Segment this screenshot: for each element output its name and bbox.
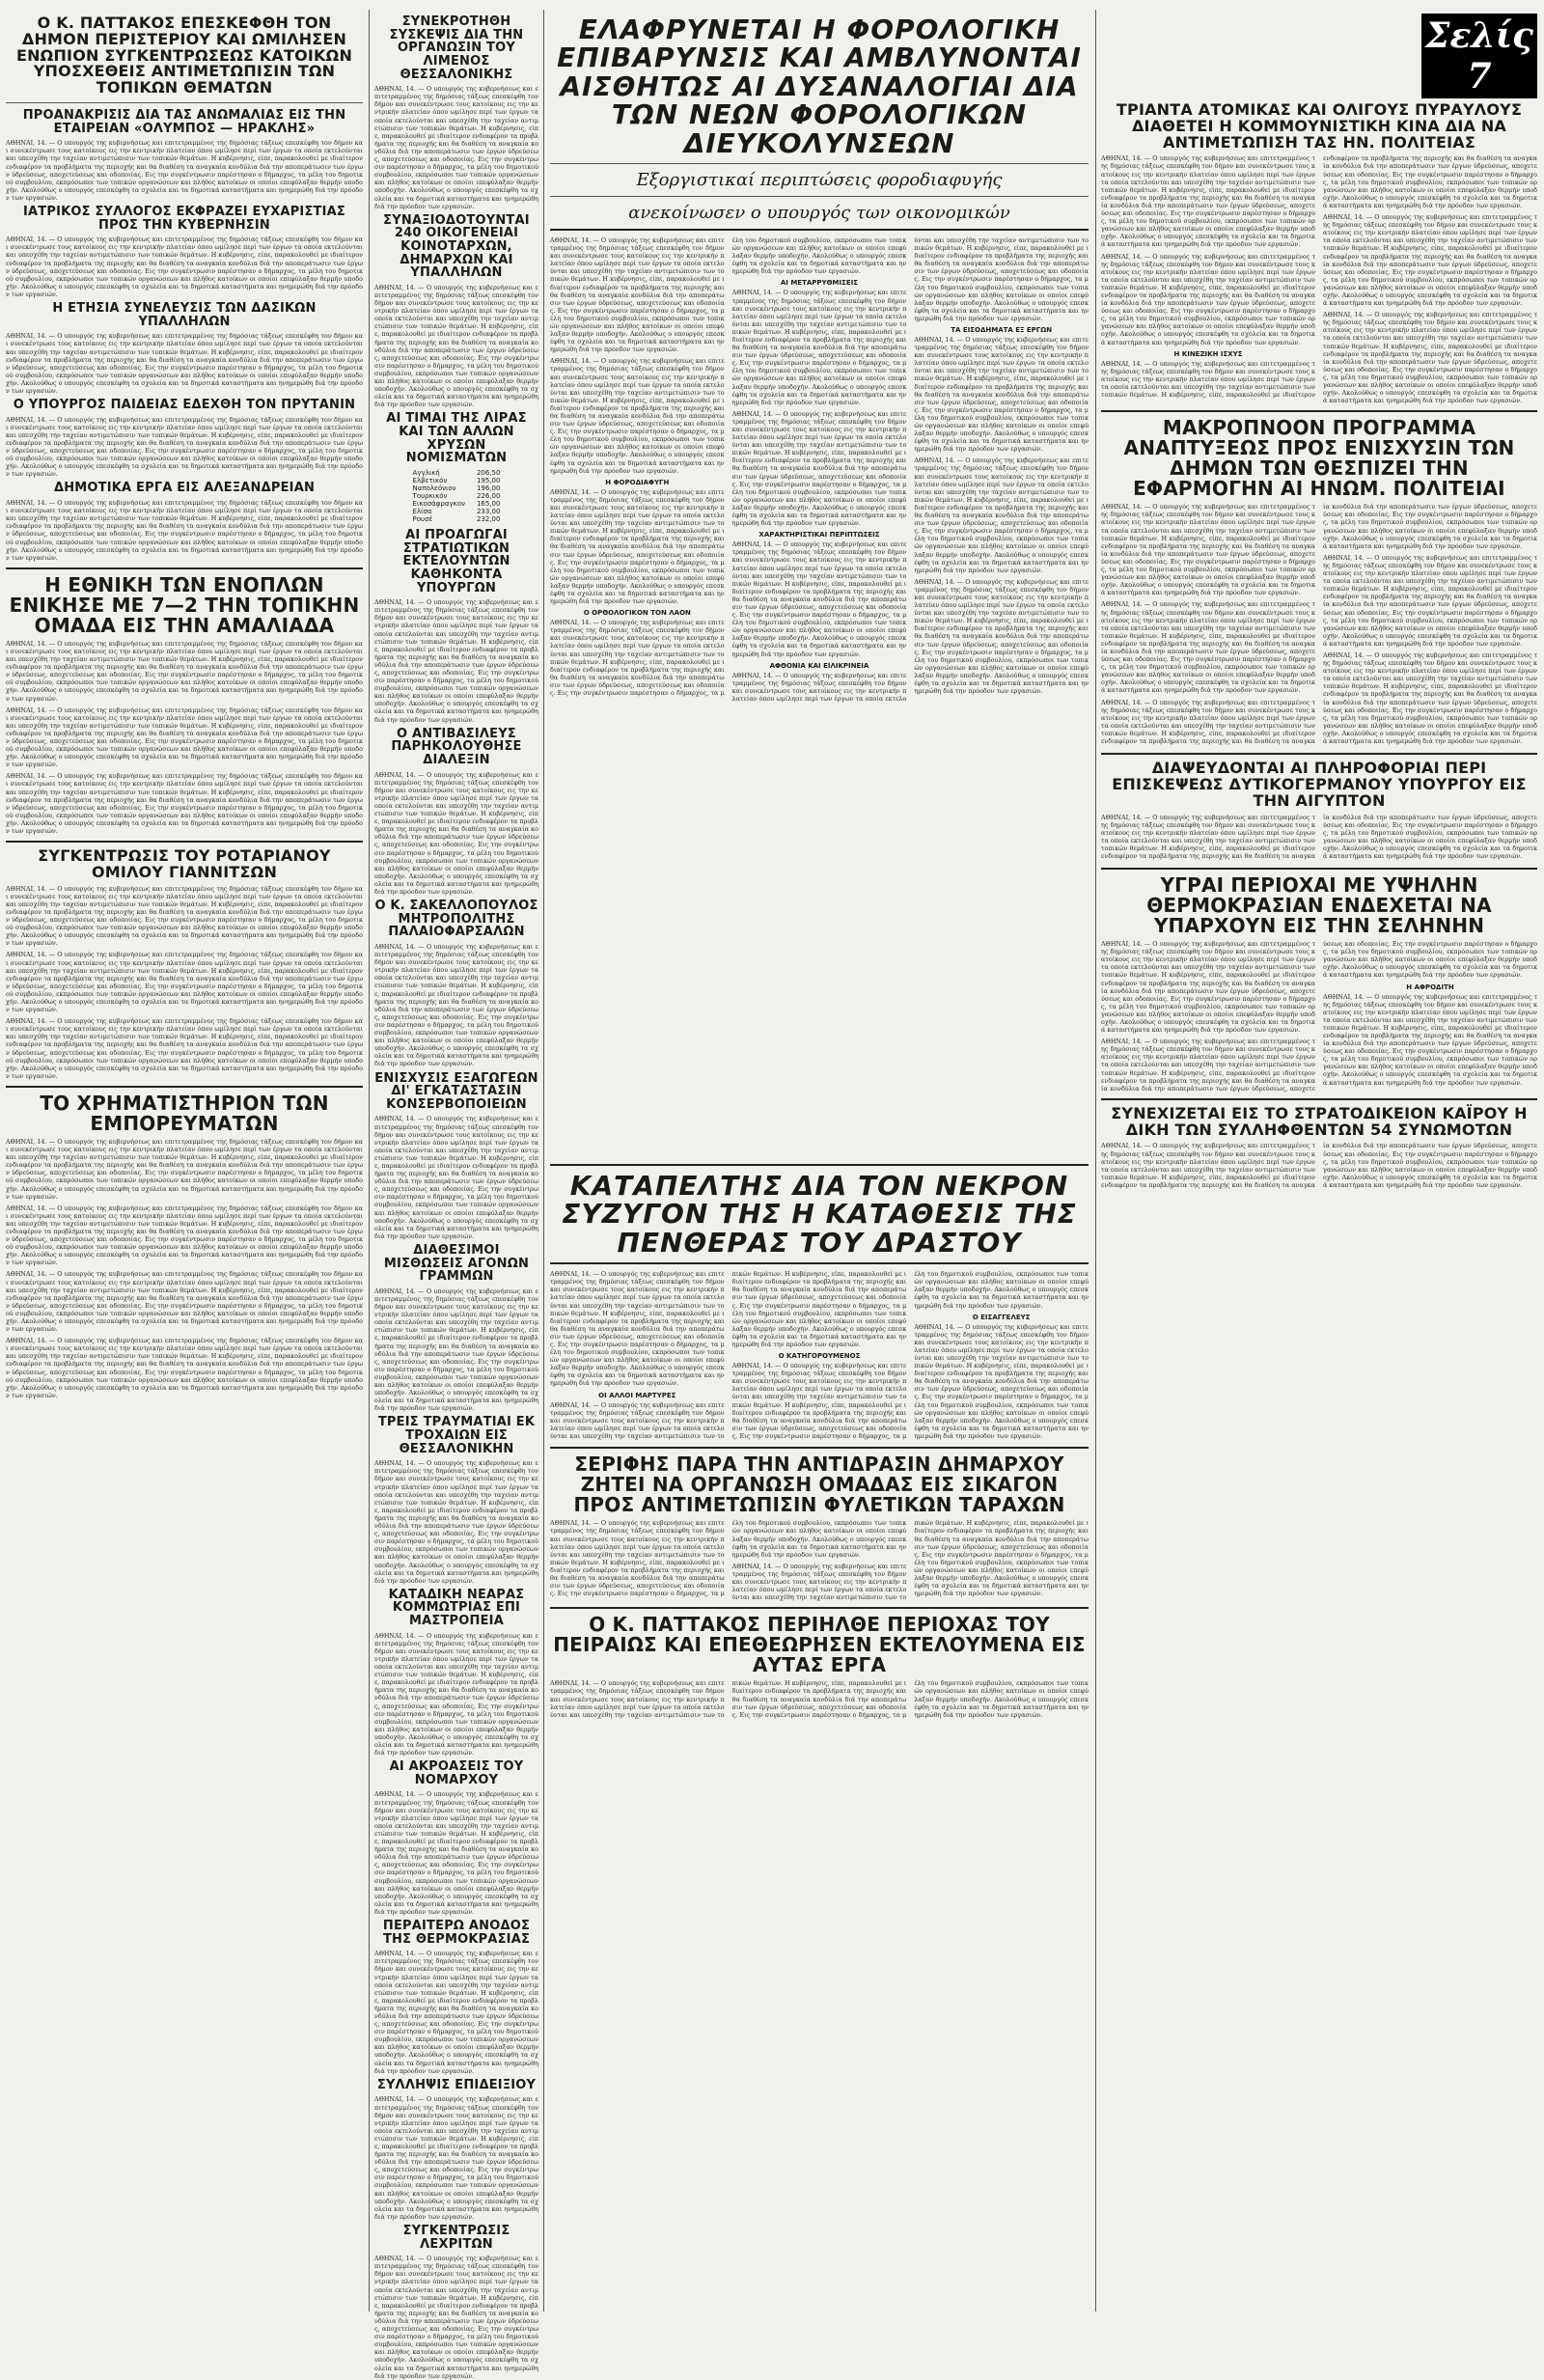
- price-name: Αγγλική: [412, 468, 440, 477]
- article-body: ΑΘΗΝΑΙ, 14. — Ο υπουργός της κυβερνήσεως και επιτετραμμένος της δημόσιας τάξεως επεσκέφθη τον δήμον και συνεκέντρωσε τους κατοίκους εις την κεντρικήν πλατείαν όπου ωμίλησε περί των έργων τα οποία εκτελούνται και υπεσχέθη την ταχείαν αντιμετώπισιν των τοπικών θεμάτων. Η κυβέρνησις, είπε, παρακολουθεί με ιδιαίτερον ενδιαφέρον τα προβλήματα της περιοχής και θα διαθέση τα αναγκαία κονδύλια διά την αποπεράτωσιν των έργων ύδρεύσεως, αποχετεύσεως και οδοποιίας. Εις την συγκέντρωσιν παρέστησαν ο δήμαρχος, τα μέλη του δημοτικού συμβουλίου, εκπρόσωποι των τοπικών οργανώσεων και πλήθος κατοίκων οι οποίοι επεφύλαξαν θερμήν υποδοχήν. Ακολούθως ο υπουργός επεσκέφθη τα σχολεία και τα δημοτικά καταστήματα και ηνημερώθη διά την πρόοδον των εργασιών.: [550, 1270, 907, 1440]
- price-name: Τουρκικόν: [412, 491, 448, 500]
- headline-paideia: Ο ΥΠΟΥΡΓΟΣ ΠΑΙΔΕΙΑΣ ΕΔΕΧΘΗ ΤΟΝ ΠΡΥΤΑΝΙΝ: [13, 398, 356, 413]
- article-body: ΑΘΗΝΑΙ, 14. — Ο υπουργός της κυβερνήσεως και επιτετραμμένος της δημόσιας τάξεως επεσκέφθη τον δήμον και συνεκέντρωσε τους κατοίκους εις την κεντρικήν πλατείαν όπου ωμίλησε περί των έργων τα οποία εκτελούνται και υπεσχέθη την ταχείαν αντιμετώπισιν των τοπικών θεμάτων. Η κυβέρνησις, είπε, παρακολουθεί με ιδιαίτερον ενδιαφέρον τα προβλήματα της περιοχής και θα διαθέση τα αναγκαία κονδύλια διά την αποπεράτωσιν των έργων ύδρεύσεως, αποχετεύσεως και οδοποιίας. Εις την συγκέντρωσιν παρέστησαν ο δήμαρχος, τα μέλη του δημοτικού συμβουλίου, εκπρόσωποι των τοπικών οργανώσεων και πλήθος κατοίκων οι οποίοι επεφύλαξαν θερμήν υποδοχήν. Ακολούθως ο υπουργός επεσκέφθη τα σχολεία και τα δημοτικά καταστήματα και ηνημερώθη διά την πρόοδον των εργασιών.: [6, 772, 363, 836]
- article-body: ΑΘΗΝΑΙ, 14. — Ο υπουργός της κυβερνήσεως και επιτετραμμένος της δημόσιας τάξεως επεσκέφθη τον δήμον και συνεκέντρωσε τους κατοίκους εις την κεντρικήν πλατείαν όπου ωμίλησε περί των έργων τα οποία εκτελούνται και υπεσχέθη την ταχείαν αντιμετώπισιν των τοπικών θεμάτων. Η κυβέρνησις, είπε, παρακολουθεί με ιδιαίτερον ενδιαφέρον τα προβλήματα της περιοχής και θα διαθέση τα αναγκαία κονδύλια διά την αποπεράτωσιν των έργων ύδρεύσεως, αποχετεύσεως και οδοποιίας. Εις την συγκέντρωσιν παρέστησαν ο δήμαρχος, τα μέλη του δημοτικού συμβουλίου, εκπρόσωποι των τοπικών οργανώσεων και πλήθος κατοίκων οι οποίοι επεφύλαξαν θερμήν υποδοχήν. Ακολούθως ο υπουργός επεσκέφθη τα σχολεία και τα δημοτικά καταστήματα και ηνημερώθη διά την πρόοδον των εργασιών.: [1323, 650, 1537, 746]
- headline-kairo: ΣΥΝΕΧΙΖΕΤΑΙ ΕΙΣ ΤΟ ΣΤΡΑΤΟΔΙΚΕΙΟΝ ΚΑΪΡΟΥ Η ΔΙΚΗ ΤΩΝ ΣΥΛΛΗΦΘΕΝΤΩΝ 54 ΣΥΝΩΜΟΤΩΝ: [1111, 1103, 1528, 1139]
- article-body: ΑΘΗΝΑΙ, 14. — Ο υπουργός της κυβερνήσεως και επιτετραμμένος της δημόσιας τάξεως επεσκέφθη τον δήμον και συνεκέντρωσε τους κατοίκους εις την κεντρικήν πλατείαν όπου ωμίλησε περί των έργων τα οποία εκτελούνται και υπεσχέθη την ταχείαν αντιμετώπισιν των τοπικών θεμάτων. Η κυβέρνησις, είπε, παρακολουθεί με ιδιαίτερον ενδιαφέρον τα προβλήματα της περιοχής και θα διαθέση τα αναγκαία κονδύλια διά την αποπεράτωσιν των έργων ύδρεύσεως, αποχετεύσεως και οδοποιίας. Εις την συγκέντρωσιν παρέστησαν ο δήμαρχος, τα μέλη του δημοτικού συμβουλίου, εκπρόσωποι των τοπικών οργανώσεων και πλήθος κατοίκων οι οποίοι επεφύλαξαν θερμήν υποδοχήν. Ακολούθως ο υπουργός επεσκέφθη τα σχολεία και τα δημοτικά καταστήματα και ηνημερώθη διά την πρόοδον των εργασιών.: [1323, 213, 1537, 308]
- price-row: [407, 484, 507, 492]
- article-body: ΑΘΗΝΑΙ, 14. — Ο υπουργός της κυβερνήσεως και επιτετραμμένος της δημόσιας τάξεως επεσκέφθη τον δήμον και συνεκέντρωσε τους κατοίκους εις την κεντρικήν πλατείαν όπου ωμίλησε περί των έργων τα οποία εκτελούνται και υπεσχέθη την ταχείαν αντιμετώπισιν των τοπικών θεμάτων. Η κυβέρνησις, είπε, παρακολουθεί με ιδιαίτερον ενδιαφέρον τα προβλήματα της περιοχής και θα διαθέση τα αναγκαία κονδύλια διά την αποπεράτωσιν των έργων ύδρεύσεως, αποχετεύσεως και οδοποιίας. Εις την συγκέντρωσιν παρέστησαν ο δήμαρχος, τα μέλη του δημοτικού συμβουλίου, εκπρόσωποι των τοπικών οργανώσεων και πλήθος κατοίκων οι οποίοι επεφύλαξαν θερμήν υποδοχήν. Ακολούθως ο υπουργός επεσκέφθη τα σχολεία και τα δημοτικά καταστήματα και ηνημερώθη διά την πρόοδον των εργασιών.: [6, 1137, 363, 1201]
- headline-programma-dimon: ΜΑΚΡΟΠΝΟΟΝ ΠΡΟΓΡΑΜΜΑ ΑΝΑΠΤΥΞΕΩΣ ΠΡΟΣ ΕΝΙΣΧΥΣΙΝ ΤΩΝ ΔΗΜΩΝ ΤΩΝ ΘΕΣΠΙΖΕΙ ΤΗΝ ΕΦΑΡΜΟΓΗΝ ΑΙ ΗΝΩΜ. ΠΟΛΙΤΕΙΑΙ: [1123, 416, 1515, 501]
- headline-kina: ΤΡΙΑΝΤΑ ΑΤΟΜΙΚΑΣ ΚΑΙ ΟΛΙΓΟΥΣ ΠΥΡΑΥΛΟΥΣ ΔΙΑΘΕΤΕΙ Η ΚΟΜΜΟΥΝΙΣΤΙΚΗ ΚΙΝΑ ΔΙΑ ΝΑ ΑΝΤΙΜΕΤΩΠΙΣΗ ΤΑΣ ΗΝ. ΠΟΛΙΤΕΙΑΣ: [1116, 100, 1523, 152]
- article-body: ΑΘΗΝΑΙ, 14. — Ο υπουργός της κυβερνήσεως και επιτετραμμένος της δημόσιας τάξεως επεσκέφθη τον δήμον και συνεκέντρωσε τους κατοίκους εις την κεντρικήν πλατείαν όπου ωμίλησε περί των έργων τα οποία εκτελούνται και υπεσχέθη την ταχείαν αντιμετώπισιν των τοπικών θεμάτων. Η κυβέρνησις, είπε, παρακολουθεί με ιδιαίτερον ενδιαφέρον τα προβλήματα της περιοχής και θα διαθέση τα αναγκαία κονδύλια διά την αποπεράτωσιν των έργων ύδρεύσεως, αποχετεύσεως και οδοποιίας. Εις την συγκέντρωσιν παρέστησαν ο δήμαρχος, τα μέλη του δημοτικού συμβουλίου, εκπρόσωποι των τοπικών οργανώσεων και πλήθος κατοίκων οι οποίοι επεφύλαξαν θερμήν υποδοχήν. Ακολούθως ο υπουργός επεσκέφθη τα σχολεία και τα δημοτικά καταστήματα και ηνημερώθη διά την πρόοδον των εργασιών.: [374, 2255, 538, 2380]
- headline-dasikoi: Η ΕΤΗΣΙΑ ΣΥΝΕΛΕΥΣΙΣ ΤΩΝ ΔΑΣΙΚΩΝ ΥΠΑΛΛΗΛΩΝ: [52, 301, 317, 329]
- price-name: Ναπολεόνιον: [412, 484, 456, 492]
- headline-antivasileus: Ο ΑΝΤΙΒΑΣΙΛΕΥΣ ΠΑΡΗΚΟΛΟΥΘΗΣΕ ΔΙΑΛΕΞΙΝ: [391, 726, 522, 767]
- article-body: ΑΘΗΝΑΙ, 14. — Ο υπουργός της κυβερνήσεως και επιτετραμμένος της δημόσιας τάξεως επεσκέφθη τον δήμον και συνεκέντρωσε τους κατοίκους εις την κεντρικήν πλατείαν όπου ωμίλησε περί των έργων τα οποία εκτελούνται και υπεσχέθη την ταχείαν αντιμετώπισιν των τοπικών θεμάτων. Η κυβέρνησις, είπε, παρακολουθεί με ιδιαίτερον ενδιαφέρον τα προβλήματα της περιοχής και θα διαθέση τα αναγκαία κονδύλια διά την αποπεράτωσιν των έργων ύδρεύσεως, αποχετεύσεως και οδοποιίας. Εις την συγκέντρωσιν παρέστησαν ο δήμαρχος, τα μέλη του δημοτικού συμβουλίου, εκπρόσωποι των τοπικών οργανώσεων και πλήθος κατοίκων οι οποίοι επεφύλαξαν θερμήν υποδοχήν. Ακολούθως ο υπουργός επεσκέφθη τα σχολεία και τα δημοτικά καταστήματα και ηνημερώθη διά την πρόοδον των εργασιών.: [550, 235, 907, 698]
- center-lower: [550, 1158, 1089, 2311]
- article-body: ΑΘΗΝΑΙ, 14. — Ο υπουργός της κυβερνήσεως και επιτετραμμένος της δημόσιας τάξεως επεσκέφθη τον δήμον και συνεκέντρωσε τους κατοίκους εις την κεντρικήν πλατείαν όπου ωμίλησε περί των έργων τα οποία εκτελούνται και υπεσχέθη την ταχείαν αντιμετώπισιν των τοπικών θεμάτων. Η κυβέρνησις, είπε, παρακολουθεί με ιδιαίτερον ενδιαφέρον τα προβλήματα της περιοχής και θα διαθέση τα αναγκαία κονδύλια διά την αποπεράτωσιν των έργων ύδρεύσεως, αποχετεύσεως και οδοποιίας. Εις την συγκέντρωσιν παρέστησαν ο δήμαρχος, τα μέλη του δημοτικού συμβουλίου, εκπρόσωποι των τοπικών οργανώσεων και πλήθος κατοίκων οι οποίοι επεφύλαξαν θερμήν υποδοχήν. Ακολούθως ο υπουργός επεσκέφθη τα σχολεία και τα δημοτικά καταστήματα και ηνημερώθη διά την πρόοδον των εργασιών.: [914, 457, 1089, 574]
- price-value: 165,00: [476, 499, 501, 508]
- article-body: ΑΘΗΝΑΙ, 14. — Ο υπουργός της κυβερνήσεως και επιτετραμμένος της δημόσιας τάξεως επεσκέφθη τον δήμον και συνεκέντρωσε τους κατοίκους εις την κεντρικήν πλατείαν όπου ωμίλησε περί των έργων τα οποία εκτελούνται και υπεσχέθη την ταχείαν αντιμετώπισιν των τοπικών θεμάτων. Η κυβέρνησις, είπε, παρακολουθεί με ιδιαίτερον ενδιαφέρον τα προβλήματα της περιοχής και θα διαθέση τα αναγκαία κονδύλια διά την αποπεράτωσιν των έργων ύδρεύσεως, αποχετεύσεως και οδοποιίας. Εις την συγκέντρωσιν παρέστησαν ο δήμαρχος, τα μέλη του δημοτικού συμβουλίου, εκπρόσωποι των τοπικών οργανώσεων και πλήθος κατοίκων οι οποίοι επεφύλαξαν θερμήν υποδοχήν. Ακολούθως ο υπουργός επεσκέφθη τα σχολεία και τα δημοτικά καταστήματα και ηνημερώθη διά την πρόοδον των εργασιών.: [550, 487, 725, 606]
- article-body: ΑΘΗΝΑΙ, 14. — Ο υπουργός της κυβερνήσεως και επιτετραμμένος της δημόσιας τάξεως επεσκέφθη τον δήμον και συνεκέντρωσε τους κατοίκους εις την κεντρικήν πλατείαν όπου ωμίλησε περί των έργων τα οποία εκτελούνται και υπεσχέθη την ταχείαν αντιμετώπισιν των τοπικών θεμάτων. Η κυβέρνησις, είπε, παρακολουθεί με ιδιαίτερον ενδιαφέρον τα προβλήματα της περιοχής και θα διαθέση τα αναγκαία κονδύλια διά την αποπεράτωσιν των έργων ύδρεύσεως, αποχετεύσεως και οδοποιίας. Εις την συγκέντρωσιν παρέστησαν ο δήμαρχος, τα μέλη του δημοτικού συμβουλίου, εκπρόσωποι των τοπικών οργανώσεων και πλήθος κατοίκων οι οποίοι επεφύλαξαν θερμήν υποδοχήν. Ακολούθως ο υπουργός επεσκέφθη τα σχολεία και τα δημοτικά καταστήματα και ηνημερώθη διά την πρόοδον των εργασιών.: [731, 409, 907, 528]
- article-body: ΑΘΗΝΑΙ, 14. — Ο υπουργός της κυβερνήσεως και επιτετραμμένος της δημόσιας τάξεως επεσκέφθη τον δήμον και συνεκέντρωσε τους κατοίκους εις την κεντρικήν πλατείαν όπου ωμίλησε περί των έργων τα οποία εκτελούνται και υπεσχέθη την ταχείαν αντιμετώπισιν των τοπικών θεμάτων. Η κυβέρνησις, είπε, παρακολουθεί με ιδιαίτερον ενδιαφέρον τα προβλήματα της περιοχής και θα διαθέση τα αναγκαία κονδύλια διά την αποπεράτωσιν των έργων ύδρεύσεως, αποχετεύσεως και οδοποιίας. Εις την συγκέντρωσιν παρέστησαν ο δήμαρχος, τα μέλη του δημοτικού συμβουλίου, εκπρόσωποι των τοπικών οργανώσεων και πλήθος κατοίκων οι οποίοι επεφύλαξαν θερμήν υποδοχήν. Ακολούθως ο υπουργός επεσκέφθη τα σχολεία και τα δημοτικά καταστήματα και ηνημερώθη διά την πρόοδον των εργασιών.: [6, 415, 363, 479]
- article-body: ΑΘΗΝΑΙ, 14. — Ο υπουργός της κυβερνήσεως και επιτετραμμένος της δημόσιας τάξεως επεσκέφθη τον δήμον και συνεκέντρωσε τους κατοίκους εις την κεντρικήν πλατείαν όπου ωμίλησε περί των έργων τα οποία εκτελούνται και υπεσχέθη την ταχείαν αντιμετώπισιν των τοπικών θεμάτων. Η κυβέρνησις, είπε, παρακολουθεί με ιδιαίτερον ενδιαφέρον τα προβλήματα της περιοχής και θα διαθέση τα αναγκαία κονδύλια διά την αποπεράτωσιν των έργων ύδρεύσεως, αποχετεύσεως και οδοποιίας. Εις την συγκέντρωσιν παρέστησαν ο δήμαρχος, τα μέλη του δημοτικού συμβουλίου, εκπρόσωποι των τοπικών οργανώσεων και πλήθος κατοίκων οι οποίοι επεφύλαξαν θερμήν υποδοχήν. Ακολούθως ο υπουργός επεσκέφθη τα σχολεία και τα δημοτικά καταστήματα και ηνημερώθη διά την πρόοδον των εργασιών.: [6, 1337, 363, 1399]
- article-body: ΑΘΗΝΑΙ, 14. — Ο υπουργός της κυβερνήσεως και επιτετραμμένος της δημόσιας τάξεως επεσκέφθη τον δήμον και συνεκέντρωσε τους κατοίκους εις την κεντρικήν πλατείαν όπου ωμίλησε περί των έργων τα οποία εκτελούνται και υπεσχέθη την ταχείαν αντιμετώπισιν των τοπικών θεμάτων. Η κυβέρνησις, είπε, παρακολουθεί με ιδιαίτερον ενδιαφέρον τα προβλήματα της περιοχής και θα διαθέση τα αναγκαία κονδύλια διά την αποπεράτωσιν των έργων ύδρεύσεως, αποχετεύσεως και οδοποιίας. Εις την συγκέντρωσιν παρέστησαν ο δήμαρχος, τα μέλη του δημοτικού συμβουλίου, εκπρόσωποι των τοπικών οργανώσεων και πλήθος κατοίκων οι οποίοι επεφύλαξαν θερμήν υποδοχήν. Ακολούθως ο υπουργός επεσκέφθη τα σχολεία και τα δημοτικά καταστήματα και ηνημερώθη διά την πρόοδον των εργασιών.: [374, 943, 538, 1068]
- headline-serifis: ΣΕΡΙΦΗΣ ΠΑΡΑ ΤΗΝ ΑΝΤΙΔΡΑΣΙΝ ΔΗΜΑΡΧΟΥ ΖΗΤΕΙ ΝΑ ΟΡΓΑΝΩΣΗ ΟΜΑΔΑΣ ΕΙΣ ΣΙΚΑΓΟΝ ΠΡΟΣ ΑΝΤΙΜΕΤΩΠΙΣΙΝ ΦΥΛΕΤΙΚΩΝ ΤΑΡΑΧΩΝ: [573, 1453, 1065, 1517]
- article-body: ΑΘΗΝΑΙ, 14. — Ο υπουργός της κυβερνήσεως και επιτετραμμένος της δημόσιας τάξεως επεσκέφθη τον δήμον και συνεκέντρωσε τους κατοίκους εις την κεντρικήν πλατείαν όπου ωμίλησε περί των έργων τα οποία εκτελούνται και υπεσχέθη την ταχείαν αντιμετώπισιν των τοπικών θεμάτων. Η κυβέρνησις, είπε, παρακολουθεί με ιδιαίτερον ενδιαφέρον τα προβλήματα της περιοχής και θα διαθέση τα αναγκαία κονδύλια διά την αποπεράτωσιν των έργων ύδρεύσεως, αποχετεύσεως και οδοποιίας. Εις την συγκέντρωσιν παρέστησαν ο δήμαρχος, τα μέλη του δημοτικού συμβουλίου, εκπρόσωποι των τοπικών οργανώσεων και πλήθος κατοίκων οι οποίοι επεφύλαξαν θερμήν υποδοχήν. Ακολούθως ο υπουργός επεσκέφθη τα σχολεία και τα δημοτικά καταστήματα και ηνημερώθη διά την πρόοδον των εργασιών.: [1101, 600, 1315, 695]
- article-body: ΑΘΗΝΑΙ, 14. — Ο υπουργός της κυβερνήσεως και επιτετραμμένος της δημόσιας τάξεως επεσκέφθη τον δήμον και συνεκέντρωσε τους κατοίκους εις την κεντρικήν πλατείαν όπου ωμίλησε περί των έργων τα οποία εκτελούνται και υπεσχέθη την ταχείαν αντιμετώπισιν των τοπικών θεμάτων. Η κυβέρνησις, είπε, παρακολουθεί με ιδιαίτερον ενδιαφέρον τα προβλήματα της περιοχής και θα διαθέση τα αναγκαία κονδύλια διά την αποπεράτωσιν των έργων ύδρεύσεως, αποχετεύσεως και οδοποιίας. Εις την συγκέντρωσιν παρέστησαν ο δήμαρχος, τα μέλη του δημοτικού συμβουλίου, εκπρόσωποι των τοπικών οργανώσεων και πλήθος κατοίκων οι οποίοι επεφύλαξαν θερμήν υποδοχήν. Ακολούθως ο υπουργός επεσκέφθη τα σχολεία και τα δημοτικά καταστήματα και ηνημερώθη διά την πρόοδον των εργασιών.: [550, 1519, 907, 1598]
- headline-proanakrisis: ΠΡΟΑΝΑΚΡΙΣΙΣ ΔΙΑ ΤΑΣ ΑΝΩΜΑΛΙΑΣ ΕΙΣ ΤΗΝ ΕΤΑΙΡΕΙΑΝ «ΟΛΥΜΠΟΣ — ΗΡΑΚΛΗΣ»: [22, 107, 346, 136]
- section-kineziki-isxys: Η ΚΙΝΕΖΙΚΗ ΙΣΧΥΣ: [1173, 349, 1243, 358]
- lead-subhead-2: ανεκοίνωσεν ο υπουργός των οικονομικών: [628, 202, 1010, 223]
- headline-timai-liras: ΑΙ ΤΙΜΑΙ ΤΗΣ ΛΙΡΑΣ ΚΑΙ ΤΩΝ ΑΛΛΩΝ ΧΡΥΣΩΝ ΝΟΜΙΣΜΑΤΩΝ: [386, 411, 527, 466]
- headline-katapeltis: ΚΑΤΑΠΕΛΤΗΣ ΔΙΑ ΤΟΝ ΝΕΚΡΟΝ ΣΥΖΥΓΟΝ ΤΗΣ Η ΚΑΤΑΘΕΣΙΣ ΤΗΣ ΠΕΝΘΕΡΑΣ ΤΟΥ ΔΡΑΣΤΟΥ: [562, 1170, 1077, 1259]
- lead-subhead-1: Εξοργιστικαί περιπτώσεις φοροδιαφυγής: [636, 169, 1003, 190]
- article-body: ΑΘΗΝΑΙ, 14. — Ο υπουργός της κυβερνήσεως και επιτετραμμένος της δημόσιας τάξεως επεσκέφθη τον δήμον και συνεκέντρωσε τους κατοίκους εις την κεντρικήν πλατείαν όπου ωμίλησε περί των έργων τα οποία εκτελούνται και υπεσχέθη την ταχείαν αντιμετώπισιν των τοπικών θεμάτων. Η κυβέρνησις, είπε, παρακολουθεί με ιδιαίτερον ενδιαφέρον τα προβλήματα της περιοχής και θα διαθέση τα αναγκαία κονδύλια διά την αποπεράτωσιν των έργων ύδρεύσεως, αποχετεύσεως και οδοποιίας. Εις την συγκέντρωσιν παρέστησαν ο δήμαρχος, τα μέλη του δημοτικού συμβουλίου, εκπρόσωποι των τοπικών οργανώσεων και πλήθος κατοίκων οι οποίοι επεφύλαξαν θερμήν υποδοχήν. Ακολούθως ο υπουργός επεσκέφθη τα σχολεία και τα δημοτικά καταστήματα και ηνημερώθη διά την πρόοδον των εργασιών.: [1101, 940, 1315, 1035]
- article-body: ΑΘΗΝΑΙ, 14. — Ο υπουργός της κυβερνήσεως και επιτετραμμένος της δημόσιας τάξεως επεσκέφθη τον δήμον και συνεκέντρωσε τους κατοίκους εις την κεντρικήν πλατείαν όπου ωμίλησε περί των έργων τα οποία εκτελούνται και υπεσχέθη την ταχείαν αντιμετώπισιν των τοπικών θεμάτων. Η κυβέρνησις, είπε, παρακολουθεί με ιδιαίτερον ενδιαφέρον τα προβλήματα της περιοχής και θα διαθέση τα αναγκαία κονδύλια διά την αποπεράτωσιν των έργων ύδρεύσεως, αποχετεύσεως και οδοποιίας. Εις την συγκέντρωσιν παρέστησαν ο δήμαρχος, τα μέλη του δημοτικού συμβουλίου, εκπρόσωποι των τοπικών οργανώσεων και πλήθος κατοίκων οι οποίοι επεφύλαξαν θερμήν υποδοχήν. Ακολούθως ο υπουργός επεσκέφθη τα σχολεία και τα δημοτικά καταστήματα και ηνημερώθη διά την πρόοδον των εργασιών.: [6, 1270, 363, 1334]
- article-body: ΑΘΗΝΑΙ, 14. — Ο υπουργός της κυβερνήσεως και επιτετραμμένος της δημόσιας τάξεως επεσκέφθη τον δήμον και συνεκέντρωσε τους κατοίκους εις την κεντρικήν πλατείαν όπου ωμίλησε περί των έργων τα οποία εκτελούνται και υπεσχέθη την ταχείαν αντιμετώπισιν των τοπικών θεμάτων. Η κυβέρνησις, είπε, παρακολουθεί με ιδιαίτερον ενδιαφέρον τα προβλήματα της περιοχής και θα διαθέση τα αναγκαία κονδύλια διά την αποπεράτωσιν των έργων ύδρεύσεως, αποχετεύσεως και οδοποιίας. Εις την συγκέντρωσιν παρέστησαν ο δήμαρχος, τα μέλη του δημοτικού συμβουλίου, εκπρόσωποι των τοπικών οργανώσεων και πλήθος κατοίκων οι οποίοι επεφύλαξαν θερμήν υποδοχήν. Ακολούθως ο υπουργός επεσκέφθη τα σχολεία και τα δημοτικά καταστήματα και ηνημερώθη διά την πρόοδον των εργασιών.: [914, 1322, 1089, 1440]
- column-rule: [1095, 10, 1096, 2311]
- article-body: ΑΘΗΝΑΙ, 14. — Ο υπουργός της κυβερνήσεως και επιτετραμμένος της δημόσιας τάξεως επεσκέφθη τον δήμον και συνεκέντρωσε τους κατοίκους εις την κεντρικήν πλατείαν όπου ωμίλησε περί των έργων τα οποία εκτελούνται και υπεσχέθη την ταχείαν αντιμετώπισιν των τοπικών θεμάτων. Η κυβέρνησις, είπε, παρακολουθεί με ιδιαίτερον ενδιαφέρον τα προβλήματα της περιοχής και θα διαθέση τα αναγκαία κονδύλια διά την αποπεράτωσιν των έργων ύδρεύσεως, αποχετεύσεως και οδοποιίας. Εις την συγκέντρωσιν παρέστησαν ο δήμαρχος, τα μέλη του δημοτικού συμβουλίου, εκπρόσωποι των τοπικών οργανώσεων και πλήθος κατοίκων οι οποίοι επεφύλαξαν θερμήν υποδοχήν. Ακολούθως ο υπουργός επεσκέφθη τα σχολεία και τα δημοτικά καταστήματα και ηνημερώθη διά την πρόοδον των εργασιών.: [1101, 154, 1315, 249]
- article-body: ΑΘΗΝΑΙ, 14. — Ο υπουργός της κυβερνήσεως και επιτετραμμένος της δημόσιας τάξεως επεσκέφθη τον δήμον και συνεκέντρωσε τους κατοίκους εις την κεντρικήν πλατείαν όπου ωμίλησε περί των έργων τα οποία εκτελούνται και υπεσχέθη την ταχείαν αντιμετώπισιν των τοπικών θεμάτων. Η κυβέρνησις, είπε, παρακολουθεί με ιδιαίτερον ενδιαφέρον τα προβλήματα της περιοχής και θα διαθέση τα αναγκαία κονδύλια διά την αποπεράτωσιν των έργων ύδρεύσεως, αποχετεύσεως και οδοποιίας. Εις την συγκέντρωσιν παρέστησαν ο δήμαρχος, τα μέλη του δημοτικού συμβουλίου, εκπρόσωποι των τοπικών οργανώσεων και πλήθος κατοίκων οι οποίοι επεφύλαξαν θερμήν υποδοχήν. Ακολούθως ο υπουργός επεσκέφθη τα σχολεία και τα δημοτικά καταστήματα και ηνημερώθη διά την πρόοδον των εργασιών.: [731, 1519, 1089, 1602]
- headline-ethniki-enoplon: Η ΕΘΝΙΚΗ ΤΩΝ ΕΝΟΠΛΩΝ ΕΝΙΚΗΣΕ ΜΕ 7—2 ΤΗΝ ΤΟΠΙΚΗΝ ΟΜΑΔΑ ΕΙΣ ΤΗΝ ΑΜΑΛΙΑΔΑ: [9, 572, 360, 637]
- article-body: ΑΘΗΝΑΙ, 14. — Ο υπουργός της κυβερνήσεως και επιτετραμμένος της δημόσιας τάξεως επεσκέφθη τον δήμον και συνεκέντρωσε τους κατοίκους εις την κεντρικήν πλατείαν όπου ωμίλησε περί των έργων τα οποία εκτελούνται και υπεσχέθη την ταχείαν αντιμετώπισιν των τοπικών θεμάτων. Η κυβέρνησις, είπε, παρακολουθεί με ιδιαίτερον ενδιαφέρον τα προβλήματα της περιοχής και θα διαθέση τα αναγκαία κονδύλια διά την αποπεράτωσιν των έργων ύδρεύσεως, αποχετεύσεως και οδοποιίας. Εις την συγκέντρωσιν παρέστησαν ο δήμαρχος, τα μέλη του δημοτικού συμβουλίου, εκπρόσωποι των τοπικών οργανώσεων και πλήθος κατοίκων οι οποίοι επεφύλαξαν θερμήν υποδοχήν. Ακολούθως ο υπουργός επεσκέφθη τα σχολεία και τα δημοτικά καταστήματα και ηνημερώθη διά την πρόοδον των εργασιών.: [6, 1017, 363, 1080]
- article-body: ΑΘΗΝΑΙ, 14. — Ο υπουργός της κυβερνήσεως και επιτετραμμένος της δημόσιας τάξεως επεσκέφθη τον δήμον και συνεκέντρωσε τους κατοίκους εις την κεντρικήν πλατείαν όπου ωμίλησε περί των έργων τα οποία εκτελούνται και υπεσχέθη την ταχείαν αντιμετώπισιν των τοπικών θεμάτων. Η κυβέρνησις, είπε, παρακολουθεί με ιδιαίτερον ενδιαφέρον τα προβλήματα της περιοχής και θα διαθέση τα αναγκαία κονδύλια διά την αποπεράτωσιν των έργων ύδρεύσεως, αποχετεύσεως και οδοποιίας. Εις την συγκέντρωσιν παρέστησαν ο δήμαρχος, τα μέλη του δημοτικού συμβουλίου, εκπρόσωποι των τοπικών οργανώσεων και πλήθος κατοίκων οι οποίοι επεφύλαξαν θερμήν υποδοχήν. Ακολούθως ο υπουργός επεσκέφθη τα σχολεία και τα δημοτικά καταστήματα και ηνημερώθη διά την πρόοδον των εργασιών.: [1323, 553, 1537, 648]
- column-left: [6, 12, 363, 2313]
- article-body: ΑΘΗΝΑΙ, 14. — Ο υπουργός της κυβερνήσεως και επιτετραμμένος της δημόσιας τάξεως επεσκέφθη τον δήμον και συνεκέντρωσε τους κατοίκους εις την κεντρικήν πλατείαν όπου ωμίλησε περί των έργων τα οποία εκτελούνται και υπεσχέθη την ταχείαν αντιμετώπισιν των τοπικών θεμάτων. Η κυβέρνησις, είπε, παρακολουθεί με ιδιαίτερον ενδιαφέρον τα προβλήματα της περιοχής και θα διαθέση τα αναγκαία κονδύλια διά την αποπεράτωσιν των έργων ύδρεύσεως, αποχετεύσεως και οδοποιίας. Εις την συγκέντρωσιν παρέστησαν ο δήμαρχος, τα μέλη του δημοτικού συμβουλίου, εκπρόσωποι των τοπικών οργανώσεων και πλήθος κατοίκων οι οποίοι επεφύλαξαν θερμήν υποδοχήν. Ακολούθως ο υπουργός επεσκέφθη τα σχολεία και τα δημοτικά καταστήματα και ηνημερώθη διά την πρόοδον των εργασιών.: [1101, 503, 1537, 746]
- section-afroditi: Η ΑΦΡΟΔΙΤΗ: [1406, 982, 1454, 991]
- price-row: [407, 492, 507, 500]
- headline-katadiki: ΚΑΤΑΔΙΚΗ ΝΕΑΡΑΣ ΚΟΜΜΩΤΡΙΑΣ ΕΠΙ ΜΑΣΤΡΟΠΕΙΑ: [388, 1587, 525, 1629]
- price-name: Εικοσάφραγκον: [412, 499, 465, 508]
- price-row: [407, 477, 507, 484]
- article-body: ΑΘΗΝΑΙ, 14. — Ο υπουργός της κυβερνήσεως και επιτετραμμένος της δημόσιας τάξεως επεσκέφθη τον δήμον και συνεκέντρωσε τους κατοίκους εις την κεντρικήν πλατείαν όπου ωμίλησε περί των έργων τα οποία εκτελούνται και υπεσχέθη την ταχείαν αντιμετώπισιν των τοπικών θεμάτων. Η κυβέρνησις, είπε, παρακολουθεί με ιδιαίτερον ενδιαφέρον τα προβλήματα της περιοχής και θα διαθέση τα αναγκαία κονδύλια διά την αποπεράτωσιν των έργων ύδρεύσεως, αποχετεύσεως και οδοποιίας. Εις την συγκέντρωσιν παρέστησαν ο δήμαρχος, τα μέλη του δημοτικού συμβουλίου, εκπρόσωποι των τοπικών οργανώσεων και πλήθος κατοίκων οι οποίοι επεφύλαξαν θερμήν υποδοχήν. Ακολούθως ο υπουργός επεσκέφθη τα σχολεία και τα δημοτικά καταστήματα και ηνημερώθη διά την πρόοδον των εργασιών.: [6, 332, 363, 395]
- headline-rotarianos: ΣΥΓΚΕΝΤΡΩΣΙΣ ΤΟΥ ΡΟΤΑΡΙΑΝΟΥ ΟΜΙΛΟΥ ΓΙΑΝΝΙΤΣΩΝ: [38, 846, 331, 881]
- article-body: ΑΘΗΝΑΙ, 14. — Ο υπουργός της κυβερνήσεως και επιτετραμμένος της δημόσιας τάξεως επεσκέφθη τον δήμον και συνεκέντρωσε τους κατοίκους εις την κεντρικήν πλατείαν όπου ωμίλησε περί των έργων τα οποία εκτελούνται και υπεσχέθη την ταχείαν αντιμετώπισιν των τοπικών θεμάτων. Η κυβέρνησις, είπε, παρακολουθεί με ιδιαίτερον ενδιαφέρον τα προβλήματα της περιοχής και θα διαθέση τα αναγκαία κονδύλια διά την αποπεράτωσιν των έργων ύδρεύσεως, αποχετεύσεως και οδοποιίας. Εις την συγκέντρωσιν παρέστησαν ο δήμαρχος, τα μέλη του δημοτικού συμβουλίου, εκπρόσωποι των τοπικών οργανώσεων και πλήθος κατοίκων οι οποίοι επεφύλαξαν θερμήν υποδοχήν. Ακολούθως ο υπουργός επεσκέφθη τα σχολεία και τα δημοτικά καταστήματα και ηνημερώθη διά την πρόοδον των εργασιών.: [1101, 252, 1315, 346]
- section-martyres: ΟΙ ΑΛΛΟΙ ΜΑΡΤΥΡΕΣ: [598, 1391, 676, 1399]
- article-body: ΑΘΗΝΑΙ, 14. — Ο υπουργός της κυβερνήσεως και επιτετραμμένος της δημόσιας τάξεως επεσκέφθη τον δήμον και συνεκέντρωσε τους κατοίκους εις την κεντρικήν πλατείαν όπου ωμίλησε περί των έργων τα οποία εκτελούνται και υπεσχέθη την ταχείαν αντιμετώπισιν των τοπικών θεμάτων. Η κυβέρνησις, είπε, παρακολουθεί με ιδιαίτερον ενδιαφέρον τα προβλήματα της περιοχής και θα διαθέση τα αναγκαία κονδύλια διά την αποπεράτωσιν των έργων ύδρεύσεως, αποχετεύσεως και οδοποιίας. Εις την συγκέντρωσιν παρέστησαν ο δήμαρχος, τα μέλη του δημοτικού συμβουλίου, εκπρόσωποι των τοπικών οργανώσεων και πλήθος κατοίκων οι οποίοι επεφύλαξαν θερμήν υποδοχήν. Ακολούθως ο υπουργός επεσκέφθη τα σχολεία και τα δημοτικά καταστήματα και ηνημερώθη διά την πρόοδον των εργασιών.: [731, 1270, 1089, 1440]
- article-body: ΑΘΗΝΑΙ, 14. — Ο υπουργός της κυβερνήσεως και επιτετραμμένος της δημόσιας τάξεως επεσκέφθη τον δήμον και συνεκέντρωσε τους κατοίκους εις την κεντρικήν πλατείαν όπου ωμίλησε περί των έργων τα οποία εκτελούνται και υπεσχέθη την ταχείαν αντιμετώπισιν των τοπικών θεμάτων. Η κυβέρνησις, είπε, παρακολουθεί με ιδιαίτερον ενδιαφέρον τα προβλήματα της περιοχής και θα διαθέση τα αναγκαία κονδύλια διά την αποπεράτωσιν των έργων ύδρεύσεως, αποχετεύσεως και οδοποιίας. Εις την συγκέντρωσιν παρέστησαν ο δήμαρχος, τα μέλη του δημοτικού συμβουλίου, εκπρόσωποι των τοπικών οργανώσεων και πλήθος κατοίκων οι οποίοι επεφύλαξαν θερμήν υποδοχήν. Ακολούθως ο υπουργός επεσκέφθη τα σχολεία και τα δημοτικά καταστήματα και ηνημερώθη διά την πρόοδον των εργασιών.: [6, 1204, 363, 1267]
- section-eisodimata: ΤΑ ΕΙΣΟΔΗΜΑΤΑ ΕΞ ΕΡΓΩΝ: [951, 325, 1053, 334]
- price-value: 196,00: [476, 484, 501, 492]
- article-body: ΑΘΗΝΑΙ, 14. — Ο υπουργός της κυβερνήσεως και επιτετραμμένος της δημόσιας τάξεως επεσκέφθη τον δήμον και συνεκέντρωσε τους κατοίκους εις την κεντρικήν πλατείαν όπου ωμίλησε περί των έργων τα οποία εκτελούνται και υπεσχέθη την ταχείαν αντιμετώπισιν των τοπικών θεμάτων. Η κυβέρνησις, είπε, παρακολουθεί με ιδιαίτερον ενδιαφέρον τα προβλήματα της περιοχής και θα διαθέση τα αναγκαία κονδύλια διά την αποπεράτωσιν των έργων ύδρεύσεως, αποχετεύσεως και οδοποιίας. Εις την συγκέντρωσιν παρέστησαν ο δήμαρχος, τα μέλη του δημοτικού συμβουλίου, εκπρόσωποι των τοπικών οργανώσεων και πλήθος κατοίκων οι οποίοι επεφύλαξαν θερμήν υποδοχήν. Ακολούθως ο υπουργός επεσκέφθη τα σχολεία και τα δημοτικά καταστήματα και ηνημερώθη διά την πρόοδον των εργασιών.: [6, 884, 363, 948]
- lead-headline: ΕΛΑΦΡΥΝΕΤΑΙ Η ΦΟΡΟΛΟΓΙΚΗ ΕΠΙΒΑΡΥΝΣΙΣ ΚΑΙ ΑΜΒΛΥΝΟΝΤΑΙ ΑΙΣΘΗΤΩΣ ΑΙ ΔΥΣΑΝΑΛΟΓΙΑΙ ΔΙΑ ΤΩΝ ΝΕΩΝ ΦΟΡΟΛΟΓΙΚΩΝ ΔΙΕΥΚΟΛΥΝΣΕΩΝ: [557, 14, 1082, 159]
- section-eisaggeleus: Ο ΕΙΣΑΓΓΕΛΕΥΣ: [972, 1313, 1031, 1321]
- lead-story: [550, 12, 1089, 1155]
- headline-enisxysis-exagogeon: ΕΝΙΣΧΥΣΙΣ ΕΞΑΓΩΓΕΩΝ ΔΙ' ΕΓΚΑΤΑΣΤΑΣΙΝ ΚΟΝΣΕΡΒΟΠΟΙΕΙΩΝ: [374, 1070, 538, 1112]
- headline-aigyptos: ΔΙΑΨΕΥΔΟΝΤΑΙ ΑΙ ΠΛΗΡΟΦΟΡΙΑΙ ΠΕΡΙ ΕΠΙΣΚΕΨΕΩΣ ΔΥΤΙΚΟΓΕΡΜΑΝΟΥ ΥΠΟΥΡΓΟΥ ΕΙΣ ΤΗΝ ΑΙΓΥΠΤΟΝ: [1112, 759, 1527, 810]
- page-number-logo: Σελίς 7: [1421, 14, 1537, 98]
- column-second: [374, 12, 538, 2380]
- section-afthonia: ΑΦΘΟΝΙΑ ΚΑΙ ΕΙΛΙΚΡΙΝΕΙΑ: [769, 661, 869, 670]
- article-body: ΑΘΗΝΑΙ, 14. — Ο υπουργός της κυβερνήσεως και επιτετραμμένος της δημόσιας τάξεως επεσκέφθη τον δήμον και συνεκέντρωσε τους κατοίκους εις την κεντρικήν πλατείαν όπου ωμίλησε περί των έργων τα οποία εκτελούνται και υπεσχέθη την ταχείαν αντιμετώπισιν των τοπικών θεμάτων. Η κυβέρνησις, είπε, παρακολουθεί με ιδιαίτερον ενδιαφέρον τα προβλήματα της περιοχής και θα διαθέση τα αναγκαία κονδύλια διά την αποπεράτωσιν των έργων ύδρεύσεως, αποχετεύσεως και οδοποιίας. Εις την συγκέντρωσιν παρέστησαν ο δήμαρχος, τα μέλη του δημοτικού συμβουλίου, εκπρόσωποι των τοπικών οργανώσεων και πλήθος κατοίκων οι οποίοι επεφύλαξαν θερμήν υποδοχήν. Ακολούθως ο υπουργός επεσκέφθη τα σχολεία και τα δημοτικά καταστήματα και ηνημερώθη διά την πρόοδον των εργασιών.: [6, 499, 363, 562]
- article-body: ΑΘΗΝΑΙ, 14. — Ο υπουργός της κυβερνήσεως και επιτετραμμένος της δημόσιας τάξεως επεσκέφθη τον δήμον και συνεκέντρωσε τους κατοίκους εις την κεντρικήν πλατείαν όπου ωμίλησε περί των έργων τα οποία εκτελούνται και υπεσχέθη την ταχείαν αντιμετώπισιν των τοπικών θεμάτων. Η κυβέρνησις, είπε, παρακολουθεί με ιδιαίτερον ενδιαφέρον τα προβλήματα της περιοχής και θα διαθέση τα αναγκαία κονδύλια διά την αποπεράτωσιν των έργων ύδρεύσεως, αποχετεύσεως και οδοποιίας. Εις την συγκέντρωσιν παρέστησαν ο δήμαρχος, τα μέλη του δημοτικού συμβουλίου, εκπρόσωποι των τοπικών οργανώσεων και πλήθος κατοίκων οι οποίοι επεφύλαξαν θερμήν υποδοχήν. Ακολούθως ο υπουργός επεσκέφθη τα σχολεία και τα δημοτικά καταστήματα και ηνημερώθη διά την πρόοδον των εργασιών.: [374, 2095, 538, 2221]
- price-value: 226,00: [476, 491, 501, 500]
- section-metarrythmiseis: ΑΙ ΜΕΤΑΡΡΥΘΜΙΣΕΙΣ: [780, 279, 859, 288]
- headline-misthoseis: ΔΙΑΘΕΣΙΜΟΙ ΜΙΣΘΩΣΕΙΣ ΑΓΟΝΩΝ ΓΡΑΜΜΩΝ: [383, 1242, 530, 1285]
- column-right: [1101, 12, 1537, 2313]
- article-body: ΑΘΗΝΑΙ, 14. — Ο υπουργός της κυβερνήσεως και επιτετραμμένος της δημόσιας τάξεως επεσκέφθη τον δήμον και συνεκέντρωσε τους κατοίκους εις την κεντρικήν πλατείαν όπου ωμίλησε περί των έργων τα οποία εκτελούνται και υπεσχέθη την ταχείαν αντιμετώπισιν των τοπικών θεμάτων. Η κυβέρνησις, είπε, παρακολουθεί με ιδιαίτερον ενδιαφέρον τα προβλήματα της περιοχής και θα διαθέση τα αναγκαία κονδύλια διά την αποπεράτωσιν των έργων ύδρεύσεως, αποχετεύσεως και οδοποιίας. Εις την συγκέντρωσιν παρέστησαν ο δήμαρχος, τα μέλη του δημοτικού συμβουλίου, εκπρόσωποι των τοπικών οργανώσεων και πλήθος κατοίκων οι οποίοι επεφύλαξαν θερμήν υποδοχήν. Ακολούθως ο υπουργός επεσκέφθη τα σχολεία και τα δημοτικά καταστήματα και ηνημερώθη διά την πρόοδον των εργασιών.: [914, 335, 1089, 454]
- price-value: 233,00: [476, 507, 501, 515]
- article-body: ΑΘΗΝΑΙ, 14. — Ο υπουργός της κυβερνήσεως και επιτετραμμένος της δημόσιας τάξεως επεσκέφθη τον δήμον και συνεκέντρωσε τους κατοίκους εις την κεντρικήν πλατείαν όπου ωμίλησε περί των έργων τα οποία εκτελούνται και υπεσχέθη την ταχείαν αντιμετώπισιν των τοπικών θεμάτων. Η κυβέρνησις, είπε, παρακολουθεί με ιδιαίτερον ενδιαφέρον τα προβλήματα της περιοχής και θα διαθέση τα αναγκαία κονδύλια διά την αποπεράτωσιν των έργων ύδρεύσεως, αποχετεύσεως και οδοποιίας. Εις την συγκέντρωσιν παρέστησαν ο δήμαρχος, τα μέλη του δημοτικού συμβουλίου, εκπρόσωποι των τοπικών οργανώσεων και πλήθος κατοίκων οι οποίοι επεφύλαξαν θερμήν υποδοχήν. Ακολούθως ο υπουργός επεσκέφθη τα σχολεία και τα δημοτικά καταστήματα και ηνημερώθη διά την πρόοδον των εργασιών.: [374, 598, 538, 724]
- article-body: ΑΘΗΝΑΙ, 14. — Ο υπουργός της κυβερνήσεως και επιτετραμμένος της δημόσιας τάξεως επεσκέφθη τον δήμον και συνεκέντρωσε τους κατοίκους εις την κεντρικήν πλατείαν όπου ωμίλησε περί των έργων τα οποία εκτελούνται και υπεσχέθη την ταχείαν αντιμετώπισιν των τοπικών θεμάτων. Η κυβέρνησις, είπε, παρακολουθεί με ιδιαίτερον ενδιαφέρον τα προβλήματα της περιοχής και θα διαθέση τα αναγκαία κονδύλια διά την αποπεράτωσιν των έργων ύδρεύσεως, αποχετεύσεως και οδοποιίας. Εις την συγκέντρωσιν παρέστησαν ο δήμαρχος, τα μέλη του δημοτικού συμβουλίου, εκπρόσωποι των τοπικών οργανώσεων και πλήθος κατοίκων οι οποίοι επεφύλαξαν θερμήν υποδοχήν. Ακολούθως ο υπουργός επεσκέφθη τα σχολεία και τα δημοτικά καταστήματα και ηνημερώθη διά την πρόοδον των εργασιών.: [731, 235, 1089, 703]
- article-body: ΑΘΗΝΑΙ, 14. — Ο υπουργός της κυβερνήσεως και επιτετραμμένος της δημόσιας τάξεως επεσκέφθη τον δήμον και συνεκέντρωσε τους κατοίκους εις την κεντρικήν πλατείαν όπου ωμίλησε περί των έργων τα οποία εκτελούνται και υπεσχέθη την ταχείαν αντιμετώπισιν των τοπικών θεμάτων. Η κυβέρνησις, είπε, παρακολουθεί με ιδιαίτερον ενδιαφέρον τα προβλήματα της περιοχής και θα διαθέση τα αναγκαία κονδύλια διά την αποπεράτωσιν των έργων ύδρεύσεως, αποχετεύσεως και οδοποιίας. Εις την συγκέντρωσιν παρέστησαν ο δήμαρχος, τα μέλη του δημοτικού συμβουλίου, εκπρόσωποι των τοπικών οργανώσεων και πλήθος κατοίκων οι οποίοι επεφύλαξαν θερμήν υποδοχήν. Ακολούθως ο υπουργός επεσκέφθη τα σχολεία και τα δημοτικά καταστήματα και ηνημερώθη διά την πρόοδον των εργασιών.: [374, 1115, 538, 1240]
- price-name: Ελίσα: [412, 507, 432, 515]
- article-body: ΑΘΗΝΑΙ, 14. — Ο υπουργός της κυβερνήσεως και επιτετραμμένος της δημόσιας τάξεως επεσκέφθη τον δήμον και συνεκέντρωσε τους κατοίκους εις την κεντρικήν πλατείαν όπου ωμίλησε περί των έργων τα οποία εκτελούνται και υπεσχέθη την ταχείαν αντιμετώπισιν των τοπικών θεμάτων. Η κυβέρνησις, είπε, παρακολουθεί με ιδιαίτερον ενδιαφέρον τα προβλήματα της περιοχής και θα διαθέση τα αναγκαία κονδύλια διά την αποπεράτωσιν των έργων ύδρεύσεως, αποχετεύσεως και οδοποιίας. Εις την συγκέντρωσιν παρέστησαν ο δήμαρχος, τα μέλη του δημοτικού συμβουλίου, εκπρόσωποι των τοπικών οργανώσεων και πλήθος κατοίκων οι οποίοι επεφύλαξαν θερμήν υποδοχήν. Ακολούθως ο υπουργός επεσκέφθη τα σχολεία και τα δημοτικά καταστήματα και ηνημερώθη διά την πρόοδον των εργασιών.: [374, 1950, 538, 2075]
- column-rule: [543, 10, 544, 2311]
- section-laos: Ο ΟΡΘΟΛΟΓΙΚΟΝ ΤΟΝ ΛΑΟΝ: [583, 609, 691, 618]
- headline-selini: ΥΓΡΑΙ ΠΕΡΙΟΧΑΙ ΜΕ ΥΨΗΛΗΝ ΘΕΡΜΟΚΡΑΣΙΑΝ ΕΝΔΕΧΕΤΑΙ ΝΑ ΥΠΑΡΧΟΥΝ ΕΙΣ ΤΗΝ ΣΕΛΗΝΗΝ: [1146, 873, 1492, 938]
- article-body: ΑΘΗΝΑΙ, 14. — Ο υπουργός της κυβερνήσεως και επιτετραμμένος της δημόσιας τάξεως επεσκέφθη τον δήμον και συνεκέντρωσε τους κατοίκους εις την κεντρικήν πλατείαν όπου ωμίλησε περί των έργων τα οποία εκτελούνται και υπεσχέθη την ταχείαν αντιμετώπισιν των τοπικών θεμάτων. Η κυβέρνησις, είπε, παρακολουθεί με ιδιαίτερον ενδιαφέρον τα προβλήματα της περιοχής και θα διαθέση τα αναγκαία κονδύλια διά την αποπεράτωσιν των έργων ύδρεύσεως, αποχετεύσεως και οδοποιίας. Εις την συγκέντρωσιν παρέστησαν ο δήμαρχος, τα μέλη του δημοτικού συμβουλίου, εκπρόσωποι των τοπικών οργανώσεων και πλήθος κατοίκων οι οποίοι επεφύλαξαν θερμήν υποδοχήν. Ακολούθως ο υπουργός επεσκέφθη τα σχολεία και τα δημοτικά καταστήματα και ηνημερώθη διά την πρόοδον των εργασιών.: [374, 1287, 538, 1413]
- headline-sakellaropoulos: Ο Κ. ΣΑΚΕΛΛΟΠΟΥΛΟΣ ΜΗΤΡΟΠΟΛΙΤΗΣ ΠΑΛΑΙΟΦΑΡΣΑΛΩΝ: [374, 899, 538, 940]
- price-name: Ελβετικόν: [412, 476, 448, 484]
- article-body: ΑΘΗΝΑΙ, 14. — Ο υπουργός της κυβερνήσεως και επιτετραμμένος της δημόσιας τάξεως επεσκέφθη τον δήμον και συνεκέντρωσε τους κατοίκους εις την κεντρικήν πλατείαν όπου ωμίλησε περί των έργων τα οποία εκτελούνται και υπεσχέθη την ταχείαν αντιμετώπισιν των τοπικών θεμάτων. Η κυβέρνησις, είπε, παρακολουθεί με ιδιαίτερον ενδιαφέρον τα προβλήματα της περιοχής και θα διαθέση τα αναγκαία κονδύλια διά την αποπεράτωσιν των έργων ύδρεύσεως, αποχετεύσεως και οδοποιίας. Εις την συγκέντρωσιν παρέστησαν ο δήμαρχος, τα μέλη του δημοτικού συμβουλίου, εκπρόσωποι των τοπικών οργανώσεων και πλήθος κατοίκων οι οποίοι επεφύλαξαν θερμήν υποδοχήν. Ακολούθως ο υπουργός επεσκέφθη τα σχολεία και τα δημοτικά καταστήματα και ηνημερώθη διά την πρόοδον των εργασιών.: [1101, 154, 1537, 400]
- article-body: ΑΘΗΝΑΙ, 14. — Ο υπουργός της κυβερνήσεως και επιτετραμμένος της δημόσιας τάξεως επεσκέφθη τον δήμον και συνεκέντρωσε τους κατοίκους εις την κεντρικήν πλατείαν όπου ωμίλησε περί των έργων τα οποία εκτελούνται και υπεσχέθη την ταχείαν αντιμετώπισιν των τοπικών θεμάτων. Η κυβέρνησις, είπε, παρακολουθεί με ιδιαίτερον ενδιαφέρον τα προβλήματα της περιοχής και θα διαθέση τα αναγκαία κονδύλια διά την αποπεράτωσιν των έργων ύδρεύσεως, αποχετεύσεως και οδοποιίας. Εις την συγκέντρωσιν παρέστησαν ο δήμαρχος, τα μέλη του δημοτικού συμβουλίου, εκπρόσωποι των τοπικών οργανώσεων και πλήθος κατοίκων οι οποίοι επεφύλαξαν θερμήν υποδοχήν. Ακολούθως ο υπουργός επεσκέφθη τα σχολεία και τα δημοτικά καταστήματα και ηνημερώθη διά την πρόοδον των εργασιών.: [374, 770, 538, 896]
- article-body: ΑΘΗΝΑΙ, 14. — Ο υπουργός της κυβερνήσεως και επιτετραμμένος της δημόσιας τάξεως επεσκέφθη τον δήμον και συνεκέντρωσε τους κατοίκους εις την κεντρικήν πλατείαν όπου ωμίλησε περί των έργων τα οποία εκτελούνται και υπεσχέθη την ταχείαν αντιμετώπισιν των τοπικών θεμάτων. Η κυβέρνησις, είπε, παρακολουθεί με ιδιαίτερον ενδιαφέρον τα προβλήματα της περιοχής και θα διαθέση τα αναγκαία κονδύλια διά την αποπεράτωσιν των έργων ύδρεύσεως, αποχετεύσεως και οδοποιίας. Εις την συγκέντρωσιν παρέστησαν ο δήμαρχος, τα μέλη του δημοτικού συμβουλίου, εκπρόσωποι των τοπικών οργανώσεων και πλήθος κατοίκων οι οποίοι επεφύλαξαν θερμήν υποδοχήν. Ακολούθως ο υπουργός επεσκέφθη τα σχολεία και τα δημοτικά καταστήματα και ηνημερώθη διά την πρόοδον των εργασιών.: [6, 706, 363, 769]
- article-body: ΑΘΗΝΑΙ, 14. — Ο υπουργός της κυβερνήσεως και επιτετραμμένος της δημόσιας τάξεως επεσκέφθη τον δήμον και συνεκέντρωσε τους κατοίκους εις την κεντρικήν πλατείαν όπου ωμίλησε περί των έργων τα οποία εκτελούνται και υπεσχέθη την ταχείαν αντιμετώπισιν των τοπικών θεμάτων. Η κυβέρνησις, είπε, παρακολουθεί με ιδιαίτερον ενδιαφέρον τα προβλήματα της περιοχής και θα διαθέση τα αναγκαία κονδύλια διά την αποπεράτωσιν των έργων ύδρεύσεως, αποχετεύσεως και οδοποιίας. Εις την συγκέντρωσιν παρέστησαν ο δήμαρχος, τα μέλη του δημοτικού συμβουλίου, εκπρόσωποι των τοπικών οργανώσεων και πλήθος κατοίκων οι οποίοι επεφύλαξαν θερμήν υποδοχήν. Ακολούθως ο υπουργός επεσκέφθη τα σχολεία και τα δημοτικά καταστήματα και ηνημερώθη διά την πρόοδον των εργασιών.: [374, 1459, 538, 1585]
- article-body: ΑΘΗΝΑΙ, 14. — Ο υπουργός της κυβερνήσεως και επιτετραμμένος της δημόσιας τάξεως επεσκέφθη τον δήμον και συνεκέντρωσε τους κατοίκους εις την κεντρικήν πλατείαν όπου ωμίλησε περί των έργων τα οποία εκτελούνται και υπεσχέθη την ταχείαν αντιμετώπισιν των τοπικών θεμάτων. Η κυβέρνησις, είπε, παρακολουθεί με ιδιαίτερον ενδιαφέρον τα προβλήματα της περιοχής και θα διαθέση τα αναγκαία κονδύλια διά την αποπεράτωσιν των έργων ύδρεύσεως, αποχετεύσεως και οδοποιίας. Εις την συγκέντρωσιν παρέστησαν ο δήμαρχος, τα μέλη του δημοτικού συμβουλίου, εκπρόσωποι των τοπικών οργανώσεων και πλήθος κατοίκων οι οποίοι επεφύλαξαν θερμήν υποδοχήν. Ακολούθως ο υπουργός επεσκέφθη τα σχολεία και τα δημοτικά καταστήματα και ηνημερώθη διά την πρόοδον των εργασιών.: [374, 283, 538, 409]
- article-body: ΑΘΗΝΑΙ, 14. — Ο υπουργός της κυβερνήσεως και επιτετραμμένος της δημόσιας τάξεως επεσκέφθη τον δήμον και συνεκέντρωσε τους κατοίκους εις την κεντρικήν πλατείαν όπου ωμίλησε περί των έργων τα οποία εκτελούνται και υπεσχέθη την ταχείαν αντιμετώπισιν των τοπικών θεμάτων. Η κυβέρνησις, είπε, παρακολουθεί με ιδιαίτερον ενδιαφέρον τα προβλήματα της περιοχής και θα διαθέση τα αναγκαία κονδύλια διά την αποπεράτωσιν των έργων ύδρεύσεως, αποχετεύσεως και οδοποιίας. Εις την συγκέντρωσιν παρέστησαν ο δήμαρχος, τα μέλη του δημοτικού συμβουλίου, εκπρόσωποι των τοπικών οργανώσεων και πλήθος κατοίκων οι οποίοι επεφύλαξαν θερμήν υποδοχήν. Ακολούθως ο υπουργός επεσκέφθη τα σχολεία και τα δημοτικά καταστήματα και ηνημερώθη διά την πρόοδον των εργασιών.: [1323, 992, 1537, 1087]
- article-body: ΑΘΗΝΑΙ, 14. — Ο υπουργός της κυβερνήσεως και επιτετραμμένος της δημόσιας τάξεως επεσκέφθη τον δήμον και συνεκέντρωσε τους κατοίκους εις την κεντρικήν πλατείαν όπου ωμίλησε περί των έργων τα οποία εκτελούνται και υπεσχέθη την ταχείαν αντιμετώπισιν των τοπικών θεμάτων. Η κυβέρνησις, είπε, παρακολουθεί με ιδιαίτερον ενδιαφέρον τα προβλήματα της περιοχής και θα διαθέση τα αναγκαία κονδύλια διά την αποπεράτωσιν των έργων ύδρεύσεως, αποχετεύσεως και οδοποιίας. Εις την συγκέντρωσιν παρέστησαν ο δήμαρχος, τα μέλη του δημοτικού συμβουλίου, εκπρόσωποι των τοπικών οργανώσεων και πλήθος κατοίκων οι οποίοι επεφύλαξαν θερμήν υποδοχήν. Ακολούθως ο υπουργός επεσκέφθη τα σχολεία και τα δημοτικά καταστήματα και ηνημερώθη διά την πρόοδον των εργασιών.: [1101, 813, 1537, 860]
- article-body: ΑΘΗΝΑΙ, 14. — Ο υπουργός της κυβερνήσεως και επιτετραμμένος της δημόσιας τάξεως επεσκέφθη τον δήμον και συνεκέντρωσε τους κατοίκους εις την κεντρικήν πλατείαν όπου ωμίλησε περί των έργων τα οποία εκτελούνται και υπεσχέθη την ταχείαν αντιμετώπισιν των τοπικών θεμάτων. Η κυβέρνησις, είπε, παρακολουθεί με ιδιαίτερον ενδιαφέρον τα προβλήματα της περιοχής και θα διαθέση τα αναγκαία κονδύλια διά την αποπεράτωσιν των έργων ύδρεύσεως, αποχετεύσεως και οδοποιίας. Εις την συγκέντρωσιν παρέστησαν ο δήμαρχος, τα μέλη του δημοτικού συμβουλίου, εκπρόσωποι των τοπικών οργανώσεων και πλήθος κατοίκων οι οποίοι επεφύλαξαν θερμήν υποδοχήν. Ακολούθως ο υπουργός επεσκέφθη τα σχολεία και τα δημοτικά καταστήματα και ηνημερώθη διά την πρόοδον των εργασιών.: [6, 139, 363, 202]
- article-body: ΑΘΗΝΑΙ, 14. — Ο υπουργός της κυβερνήσεως και επιτετραμμένος της δημόσιας τάξεως επεσκέφθη τον δήμον και συνεκέντρωσε τους κατοίκους εις την κεντρικήν πλατείαν όπου ωμίλησε περί των έργων τα οποία εκτελούνται και υπεσχέθη την ταχείαν αντιμετώπισιν των τοπικών θεμάτων. Η κυβέρνησις, είπε, παρακολουθεί με ιδιαίτερον ενδιαφέρον τα προβλήματα της περιοχής και θα διαθέση τα αναγκαία κονδύλια διά την αποπεράτωσιν των έργων ύδρεύσεως, αποχετεύσεως και οδοποιίας. Εις την συγκέντρωσιν παρέστησαν ο δήμαρχος, τα μέλη του δημοτικού συμβουλίου, εκπρόσωποι των τοπικών οργανώσεων και πλήθος κατοίκων οι οποίοι επεφύλαξαν θερμήν υποδοχήν. Ακολούθως ο υπουργός επεσκέφθη τα σχολεία και τα δημοτικά καταστήματα και ηνημερώθη διά την πρόοδον των εργασιών.: [6, 235, 363, 298]
- headline-syllipsis: ΣΥΛΛΗΨΙΣ ΕΠΙΔΕΙΞΙΟΥ: [376, 2077, 537, 2092]
- headline-proagogai: ΑΙ ΠΡΟΑΓΩΓΑΙ ΣΤΡΑΤΙΩΤΙΚΩΝ ΕΚΤΕΛΟΥΝΤΩΝ ΚΑΘΗΚΟΝΤΑ ΥΠΟΥΡΓΩΝ: [402, 527, 510, 595]
- price-value: 206,50: [476, 468, 501, 477]
- section-periptoseis: ΧΑΡΑΚΤΗΡΙΣΤΙΚΑΙ ΠΕΡΙΠΤΩΣΕΙΣ: [758, 531, 880, 540]
- headline-thermokrasia: ΠΕΡΑΙΤΕΡΩ ΑΝΟΔΟΣ ΤΗΣ ΘΕΡΜΟΚΡΑΣΙΑΣ: [382, 1918, 531, 1947]
- headline-dimotika-erga: ΔΗΜΟΤΙΚΑ ΕΡΓΑ ΕΙΣ ΑΛΕΞΑΝΔΡΕΙΑΝ: [53, 481, 316, 496]
- article-body: ΑΘΗΝΑΙ, 14. — Ο υπουργός της κυβερνήσεως και επιτετραμμένος της δημόσιας τάξεως επεσκέφθη τον δήμον και συνεκέντρωσε τους κατοίκους εις την κεντρικήν πλατείαν όπου ωμίλησε περί των έργων τα οποία εκτελούνται και υπεσχέθη την ταχείαν αντιμετώπισιν των τοπικών θεμάτων. Η κυβέρνησις, είπε, παρακολουθεί με ιδιαίτερον ενδιαφέρον τα προβλήματα της περιοχής και θα διαθέση τα αναγκαία κονδύλια διά την αποπεράτωσιν των έργων ύδρεύσεως, αποχετεύσεως και οδοποιίας. Εις την συγκέντρωσιν παρέστησαν ο δήμαρχος, τα μέλη του δημοτικού συμβουλίου, εκπρόσωποι των τοπικών οργανώσεων και πλήθος κατοίκων οι οποίοι επεφύλαξαν θερμήν υποδοχήν. Ακολούθως ο υπουργός επεσκέφθη τα σχολεία και τα δημοτικά καταστήματα και ηνημερώθη διά την πρόοδον των εργασιών.: [6, 639, 363, 703]
- article-body: ΑΘΗΝΑΙ, 14. — Ο υπουργός της κυβερνήσεως και επιτετραμμένος της δημόσιας τάξεως επεσκέφθη τον δήμον και συνεκέντρωσε τους κατοίκους εις την κεντρικήν πλατείαν όπου ωμίλησε περί των έργων τα οποία εκτελούνται και υπεσχέθη την ταχείαν αντιμετώπισιν των τοπικών θεμάτων. Η κυβέρνησις, είπε, παρακολουθεί με ιδιαίτερον ενδιαφέρον τα προβλήματα της περιοχής και θα διαθέση τα αναγκαία κονδύλια διά την αποπεράτωσιν των έργων ύδρεύσεως, αποχετεύσεως και οδοποιίας. Εις την συγκέντρωσιν παρέστησαν ο δήμαρχος, τα μέλη του δημοτικού συμβουλίου, εκπρόσωποι των τοπικών οργανώσεων και πλήθος κατοίκων οι οποίοι επεφύλαξαν θερμήν υποδοχήν. Ακολούθως ο υπουργός επεσκέφθη τα σχολεία και τα δημοτικά καταστήματα και ηνημερώθη διά την πρόοδον των εργασιών.: [374, 85, 538, 210]
- article-body: ΑΘΗΝΑΙ, 14. — Ο υπουργός της κυβερνήσεως και επιτετραμμένος της δημόσιας τάξεως επεσκέφθη τον δήμον και συνεκέντρωσε τους κατοίκους εις την κεντρικήν πλατείαν όπου ωμίλησε περί των έργων τα οποία εκτελούνται και υπεσχέθη την ταχείαν αντιμετώπισιν των τοπικών θεμάτων. Η κυβέρνησις, είπε, παρακολουθεί με ιδιαίτερον ενδιαφέρον τα προβλήματα της περιοχής και θα διαθέση τα αναγκαία κονδύλια διά την αποπεράτωσιν των έργων ύδρεύσεως, αποχετεύσεως και οδοποιίας. Εις την συγκέντρωσιν παρέστησαν ο δήμαρχος, τα μέλη του δημοτικού συμβουλίου, εκπρόσωποι των τοπικών οργανώσεων και πλήθος κατοίκων οι οποίοι επεφύλαξαν θερμήν υποδοχήν. Ακολούθως ο υπουργός επεσκέφθη τα σχολεία και τα δημοτικά καταστήματα και ηνημερώθη διά την πρόοδον των εργασιών.: [550, 357, 725, 475]
- headline-limin-thessalonikis: ΣΥΝΕΚΡΟΤΗΘΗ ΣΥΣΚΕΨΙΣ ΔΙΑ ΤΗΝ ΟΡΓΑΝΩΣΙΝ ΤΟΥ ΛΙΜΕΝΟΣ ΘΕΣΣΑΛΟΝΙΚΗΣ: [389, 14, 524, 82]
- headline-traumatiai: ΤΡΕΙΣ ΤΡΑΥΜΑΤΙΑΙ ΕΚ ΤΡΟΧΑΙΩΝ ΕΙΣ ΘΕΣΣΑΛΟΝΙΚΗΝ: [377, 1415, 536, 1456]
- article-body: ΑΘΗΝΑΙ, 14. — Ο υπουργός της κυβερνήσεως και επιτετραμμένος της δημόσιας τάξεως επεσκέφθη τον δήμον και συνεκέντρωσε τους κατοίκους εις την κεντρικήν πλατείαν όπου ωμίλησε περί των έργων τα οποία εκτελούνται και υπεσχέθη την ταχείαν αντιμετώπισιν των τοπικών θεμάτων. Η κυβέρνησις, είπε, παρακολουθεί με ιδιαίτερον ενδιαφέρον τα προβλήματα της περιοχής και θα διαθέση τα αναγκαία κονδύλια διά την αποπεράτωσιν των έργων ύδρεύσεως, αποχετεύσεως και οδοποιίας. Εις την συγκέντρωσιν παρέστησαν ο δήμαρχος, τα μέλη του δημοτικού συμβουλίου, εκπρόσωποι των τοπικών οργανώσεων και πλήθος κατοίκων οι οποίοι επεφύλαξαν θερμήν υποδοχήν. Ακολούθως ο υπουργός επεσκέφθη τα σχολεία και τα δημοτικά καταστήματα και ηνημερώθη διά την πρόοδον των εργασιών.: [1101, 940, 1537, 1093]
- section-forodiafygi: Η ΦΟΡΟΔΙΑΦΥΓΗ: [605, 478, 670, 486]
- article-body: ΑΘΗΝΑΙ, 14. — Ο υπουργός της κυβερνήσεως και επιτετραμμένος της δημόσιας τάξεως επεσκέφθη τον δήμον και συνεκέντρωσε τους κατοίκους εις την κεντρικήν πλατείαν όπου ωμίλησε περί των έργων τα οποία εκτελούνται και υπεσχέθη την ταχείαν αντιμετώπισιν των τοπικών θεμάτων. Η κυβέρνησις, είπε, παρακολουθεί με ιδιαίτερον ενδιαφέρον τα προβλήματα της περιοχής και θα διαθέση τα αναγκαία κονδύλια διά την αποπεράτωσιν των έργων ύδρεύσεως, αποχετεύσεως και οδοποιίας. Εις την συγκέντρωσιν παρέστησαν ο δήμαρχος, τα μέλη του δημοτικού συμβουλίου, εκπρόσωποι των τοπικών οργανώσεων και πλήθος κατοίκων οι οποίοι επεφύλαξαν θερμήν υποδοχήν. Ακολούθως ο υπουργός επεσκέφθη τα σχολεία και τα δημοτικά καταστήματα και ηνημερώθη διά την πρόοδον των εργασιών.: [6, 951, 363, 1014]
- headline-pattakos-peiraieus: Ο Κ. ΠΑΤΤΑΚΟΣ ΠΕΡΙΗΛΘΕ ΠΕΡΙΟΧΑΣ ΤΟΥ ΠΕΙΡΑΙΩΣ ΚΑΙ ΕΠΕΘΕΩΡΗΣΕΝ ΕΚΤΕΛΟΥΜΕΝΑ ΕΙΣ ΑΥΤΑΣ ΕΡΓΑ: [553, 1613, 1086, 1677]
- price-value: 232,00: [476, 514, 501, 523]
- gold-prices-table: [407, 469, 507, 523]
- article-body: ΑΘΗΝΑΙ, 14. — Ο υπουργός της κυβερνήσεως και επιτετραμμένος της δημόσιας τάξεως επεσκέφθη τον δήμον και συνεκέντρωσε τους κατοίκους εις την κεντρικήν πλατείαν όπου ωμίλησε περί των έργων τα οποία εκτελούνται και υπεσχέθη την ταχείαν αντιμετώπισιν των τοπικών θεμάτων. Η κυβέρνησις, είπε, παρακολουθεί με ιδιαίτερον ενδιαφέρον τα προβλήματα της περιοχής και θα διαθέση τα αναγκαία κονδύλια διά την αποπεράτωσιν των έργων ύδρεύσεως, αποχετεύσεως και οδοποιίας. Εις την συγκέντρωσιν παρέστησαν ο δήμαρχος, τα μέλη του δημοτικού συμβουλίου, εκπρόσωποι των τοπικών οργανώσεων και πλήθος κατοίκων οι οποίοι επεφύλαξαν θερμήν υποδοχήν. Ακολούθως ο υπουργός επεσκέφθη τα σχολεία και τα δημοτικά καταστήματα και ηνημερώθη διά την πρόοδον των εργασιών.: [550, 235, 725, 354]
- price-row: [407, 500, 507, 508]
- column-rule: [369, 10, 370, 2311]
- headline-synaxiodotountai: ΣΥΝΑΞΙΟΔΟΤΟΥΝΤΑΙ 240 ΟΙΚΟΓΕΝΕΙΑΙ ΚΟΙΝΟΤΑΡΧΩΝ, ΔΗΜΑΡΧΩΝ ΚΑΙ ΥΠΑΛΛΗΛΩΝ: [383, 212, 530, 281]
- article-body: ΑΘΗΝΑΙ, 14. — Ο υπουργός της κυβερνήσεως και επιτετραμμένος της δημόσιας τάξεως επεσκέφθη τον δήμον και συνεκέντρωσε τους κατοίκους εις την κεντρικήν πλατείαν όπου ωμίλησε περί των έργων τα οποία εκτελούνται και υπεσχέθη την ταχείαν αντιμετώπισιν των τοπικών θεμάτων. Η κυβέρνησις, είπε, παρακολουθεί με ιδιαίτερον ενδιαφέρον τα προβλήματα της περιοχής και θα διαθέση τα αναγκαία κονδύλια διά την αποπεράτωσιν των έργων ύδρεύσεως, αποχετεύσεως και οδοποιίας. Εις την συγκέντρωσιν παρέστησαν ο δήμαρχος, τα μέλη του δημοτικού συμβουλίου, εκπρόσωποι των τοπικών οργανώσεων και πλήθος κατοίκων οι οποίοι επεφύλαξαν θερμήν υποδοχήν. Ακολούθως ο υπουργός επεσκέφθη τα σχολεία και τα δημοτικά καταστήματα και ηνημερώθη διά την πρόοδον των εργασιών.: [1323, 311, 1537, 405]
- price-row: [407, 515, 507, 523]
- price-row: [407, 469, 507, 477]
- article-body: ΑΘΗΝΑΙ, 14. — Ο υπουργός της κυβερνήσεως και επιτετραμμένος της δημόσιας τάξεως επεσκέφθη τον δήμον και συνεκέντρωσε τους κατοίκους εις την κεντρικήν πλατείαν όπου ωμίλησε περί των έργων τα οποία εκτελούνται και υπεσχέθη την ταχείαν αντιμετώπισιν των τοπικών θεμάτων. Η κυβέρνησις, είπε, παρακολουθεί με ιδιαίτερον ενδιαφέρον τα προβλήματα της περιοχής και θα διαθέση τα αναγκαία κονδύλια διά την αποπεράτωσιν των έργων ύδρεύσεως, αποχετεύσεως και οδοποιίας. Εις την συγκέντρωσιν παρέστησαν ο δήμαρχος, τα μέλη του δημοτικού συμβουλίου, εκπρόσωποι των τοπικών οργανώσεων και πλήθος κατοίκων οι οποίοι επεφύλαξαν θερμήν υποδοχήν. Ακολούθως ο υπουργός επεσκέφθη τα σχολεία και τα δημοτικά καταστήματα και ηνημερώθη διά την πρόοδον των εργασιών.: [914, 577, 1089, 696]
- price-row: [407, 508, 507, 515]
- headline-xrimatistirion: ΤΟ ΧΡΗΜΑΤΙΣΤΗΡΙΟΝ ΤΩΝ ΕΜΠΟΡΕΥΜΑΤΩΝ: [40, 1091, 329, 1135]
- article-body: ΑΘΗΝΑΙ, 14. — Ο υπουργός της κυβερνήσεως και επιτετραμμένος της δημόσιας τάξεως επεσκέφθη τον δήμον και συνεκέντρωσε τους κατοίκους εις την κεντρικήν πλατείαν όπου ωμίλησε περί των έργων τα οποία εκτελούνται και υπεσχέθη την ταχείαν αντιμετώπισιν των τοπικών θεμάτων. Η κυβέρνησις, είπε, παρακολουθεί με ιδιαίτερον ενδιαφέρον τα προβλήματα της περιοχής και θα διαθέση τα αναγκαία κονδύλια διά την αποπεράτωσιν των έργων ύδρεύσεως, αποχετεύσεως και οδοποιίας. Εις την συγκέντρωσιν παρέστησαν ο δήμαρχος, τα μέλη του δημοτικού συμβουλίου, εκπρόσωποι των τοπικών οργανώσεων και πλήθος κατοίκων οι οποίοι επεφύλαξαν θερμήν υποδοχήν. Ακολούθως ο υπουργός επεσκέφθη τα σχολεία και τα δημοτικά καταστήματα και ηνημερώθη διά την πρόοδον των εργασιών.: [374, 1631, 538, 1757]
- article-body: ΑΘΗΝΑΙ, 14. — Ο υπουργός της κυβερνήσεως και επιτετραμμένος της δημόσιας τάξεως επεσκέφθη τον δήμον και συνεκέντρωσε τους κατοίκους εις την κεντρικήν πλατείαν όπου ωμίλησε περί των έργων τα οποία εκτελούνται και υπεσχέθη την ταχείαν αντιμετώπισιν των τοπικών θεμάτων. Η κυβέρνησις, είπε, παρακολουθεί με ιδιαίτερον ενδιαφέρον τα προβλήματα της περιοχής και θα διαθέση τα αναγκαία κονδύλια διά την αποπεράτωσιν των έργων ύδρεύσεως, αποχετεύσεως και οδοποιίας. Εις την συγκέντρωσιν παρέστησαν ο δήμαρχος, τα μέλη του δημοτικού συμβουλίου, εκπρόσωποι των τοπικών οργανώσεων και πλήθος κατοίκων οι οποίοι επεφύλαξαν θερμήν υποδοχήν. Ακολούθως ο υπουργός επεσκέφθη τα σχολεία και τα δημοτικά καταστήματα και ηνημερώθη διά την πρόοδον των εργασιών.: [731, 289, 907, 406]
- section-katigoroumenos: Ο ΚΑΤΗΓΟΡΟΥΜΕΝΟΣ: [778, 1352, 861, 1361]
- price-value: 195,00: [476, 476, 501, 484]
- headline-iatrikos: ΙΑΤΡΙΚΟΣ ΣΥΛΛΟΓΟΣ ΕΚΦΡΑΖΕΙ ΕΥΧΑΡΙΣΤΙΑΣ ΠΡΟΣ ΤΗΝ ΚΥΒΕΡΝΗΣΙΝ: [22, 205, 345, 233]
- headline-lexriton: ΣΥΓΚΕΝΤΡΩΣΙΣ ΛΕΧΡΙΤΩΝ: [402, 2223, 510, 2252]
- article-body: ΑΘΗΝΑΙ, 14. — Ο υπουργός της κυβερνήσεως και επιτετραμμένος της δημόσιας τάξεως επεσκέφθη τον δήμον και συνεκέντρωσε τους κατοίκους εις την κεντρικήν πλατείαν όπου ωμίλησε περί των έργων τα οποία εκτελούνται και υπεσχέθη την ταχείαν αντιμετώπισιν των τοπικών θεμάτων. Η κυβέρνησις, είπε, παρακολουθεί με ιδιαίτερον ενδιαφέρον τα προβλήματα της περιοχής και θα διαθέση τα αναγκαία κονδύλια διά την αποπεράτωσιν των έργων ύδρεύσεως, αποχετεύσεως και οδοποιίας. Εις την συγκέντρωσιν παρέστησαν ο δήμαρχος, τα μέλη του δημοτικού συμβουλίου, εκπρόσωποι των τοπικών οργανώσεων και πλήθος κατοίκων οι οποίοι επεφύλαξαν θερμήν υποδοχήν. Ακολούθως ο υπουργός επεσκέφθη τα σχολεία και τα δημοτικά καταστήματα και ηνημερώθη διά την πρόοδον των εργασιών.: [550, 1679, 1089, 1719]
- article-body: ΑΘΗΝΑΙ, 14. — Ο υπουργός της κυβερνήσεως και επιτετραμμένος της δημόσιας τάξεως επεσκέφθη τον δήμον και συνεκέντρωσε τους κατοίκους εις την κεντρικήν πλατείαν όπου ωμίλησε περί των έργων τα οποία εκτελούνται και υπεσχέθη την ταχείαν αντιμετώπισιν των τοπικών θεμάτων. Η κυβέρνησις, είπε, παρακολουθεί με ιδιαίτερον ενδιαφέρον τα προβλήματα της περιοχής και θα διαθέση τα αναγκαία κονδύλια διά την αποπεράτωσιν των έργων ύδρεύσεως, αποχετεύσεως και οδοποιίας. Εις την συγκέντρωσιν παρέστησαν ο δήμαρχος, τα μέλη του δημοτικού συμβουλίου, εκπρόσωποι των τοπικών οργανώσεων και πλήθος κατοίκων οι οποίοι επεφύλαξαν θερμήν υποδοχήν. Ακολούθως ο υπουργός επεσκέφθη τα σχολεία και τα δημοτικά καταστήματα και ηνημερώθη διά την πρόοδον των εργασιών.: [550, 1270, 725, 1388]
- headline-akroaseis: ΑΙ ΑΚΡΟΑΣΕΙΣ ΤΟΥ ΝΟΜΑΡΧΟΥ: [389, 1759, 524, 1787]
- headline-pattakos-peristeri: Ο Κ. ΠΑΤΤΑΚΟΣ ΕΠΕΣΚΕΦΘΗ ΤΟΝ ΔΗΜΟΝ ΠΕΡΙΣΤΕΡΙΟΥ ΚΑΙ ΩΜΙΛΗΣΕΝ ΕΝΩΠΙΟΝ ΣΥΓΚΕΝΤΡΩΣΕΩΣ ΚΑΤΟΙΚΩΝ ΥΠΟΣΧΕΘΕΙΣ ΑΝΤΙΜΕΤΩΠΙΣΙΝ ΤΩΝ ΤΟΠΙΚΩΝ ΘΕΜΑΤΩΝ: [15, 14, 353, 97]
- price-name: Ρουσέ: [412, 514, 433, 523]
- article-body: ΑΘΗΝΑΙ, 14. — Ο υπουργός της κυβερνήσεως και επιτετραμμένος της δημόσιας τάξεως επεσκέφθη τον δήμον και συνεκέντρωσε τους κατοίκους εις την κεντρικήν πλατείαν όπου ωμίλησε περί των έργων τα οποία εκτελούνται και υπεσχέθη την ταχείαν αντιμετώπισιν των τοπικών θεμάτων. Η κυβέρνησις, είπε, παρακολουθεί με ιδιαίτερον ενδιαφέρον τα προβλήματα της περιοχής και θα διαθέση τα αναγκαία κονδύλια διά την αποπεράτωσιν των έργων ύδρεύσεως, αποχετεύσεως και οδοποιίας. Εις την συγκέντρωσιν παρέστησαν ο δήμαρχος, τα μέλη του δημοτικού συμβουλίου, εκπρόσωποι των τοπικών οργανώσεων και πλήθος κατοίκων οι οποίοι επεφύλαξαν θερμήν υποδοχήν. Ακολούθως ο υπουργός επεσκέφθη τα σχολεία και τα δημοτικά καταστήματα και ηνημερώθη διά την πρόοδον των εργασιών.: [1101, 1142, 1537, 1189]
- article-body: ΑΘΗΝΑΙ, 14. — Ο υπουργός της κυβερνήσεως και επιτετραμμένος της δημόσιας τάξεως επεσκέφθη τον δήμον και συνεκέντρωσε τους κατοίκους εις την κεντρικήν πλατείαν όπου ωμίλησε περί των έργων τα οποία εκτελούνται και υπεσχέθη την ταχείαν αντιμετώπισιν των τοπικών θεμάτων. Η κυβέρνησις, είπε, παρακολουθεί με ιδιαίτερον ενδιαφέρον τα προβλήματα της περιοχής και θα διαθέση τα αναγκαία κονδύλια διά την αποπεράτωσιν των έργων ύδρεύσεως, αποχετεύσεως και οδοποιίας. Εις την συγκέντρωσιν παρέστησαν ο δήμαρχος, τα μέλη του δημοτικού συμβουλίου, εκπρόσωποι των τοπικών οργανώσεων και πλήθος κατοίκων οι οποίοι επεφύλαξαν θερμήν υποδοχήν. Ακολούθως ο υπουργός επεσκέφθη τα σχολεία και τα δημοτικά καταστήματα και ηνημερώθη διά την πρόοδον των εργασιών.: [1101, 503, 1315, 597]
- article-body: ΑΘΗΝΑΙ, 14. — Ο υπουργός της κυβερνήσεως και επιτετραμμένος της δημόσιας τάξεως επεσκέφθη τον δήμον και συνεκέντρωσε τους κατοίκους εις την κεντρικήν πλατείαν όπου ωμίλησε περί των έργων τα οποία εκτελούνται και υπεσχέθη την ταχείαν αντιμετώπισιν των τοπικών θεμάτων. Η κυβέρνησις, είπε, παρακολουθεί με ιδιαίτερον ενδιαφέρον τα προβλήματα της περιοχής και θα διαθέση τα αναγκαία κονδύλια διά την αποπεράτωσιν των έργων ύδρεύσεως, αποχετεύσεως και οδοποιίας. Εις την συγκέντρωσιν παρέστησαν ο δήμαρχος, τα μέλη του δημοτικού συμβουλίου, εκπρόσωποι των τοπικών οργανώσεων και πλήθος κατοίκων οι οποίοι επεφύλαξαν θερμήν υποδοχήν. Ακολούθως ο υπουργός επεσκέφθη τα σχολεία και τα δημοτικά καταστήματα και ηνημερώθη διά την πρόοδον των εργασιών.: [374, 1790, 538, 1916]
- article-body: ΑΘΗΝΑΙ, 14. — Ο υπουργός της κυβερνήσεως και επιτετραμμένος της δημόσιας τάξεως επεσκέφθη τον δήμον και συνεκέντρωσε τους κατοίκους εις την κεντρικήν πλατείαν όπου ωμίλησε περί των έργων τα οποία εκτελούνται και υπεσχέθη την ταχείαν αντιμετώπισιν των τοπικών θεμάτων. Η κυβέρνησις, είπε, παρακολουθεί με ιδιαίτερον ενδιαφέρον τα προβλήματα της περιοχής και θα διαθέση τα αναγκαία κονδύλια διά την αποπεράτωσιν των έργων ύδρεύσεως, αποχετεύσεως και οδοποιίας. Εις την συγκέντρωσιν παρέστησαν ο δήμαρχος, τα μέλη του δημοτικού συμβουλίου, εκπρόσωποι των τοπικών οργανώσεων και πλήθος κατοίκων οι οποίοι επεφύλαξαν θερμήν υποδοχήν. Ακολούθως ο υπουργός επεσκέφθη τα σχολεία και τα δημοτικά καταστήματα και ηνημερώθη διά την πρόοδον των εργασιών.: [731, 540, 907, 658]
